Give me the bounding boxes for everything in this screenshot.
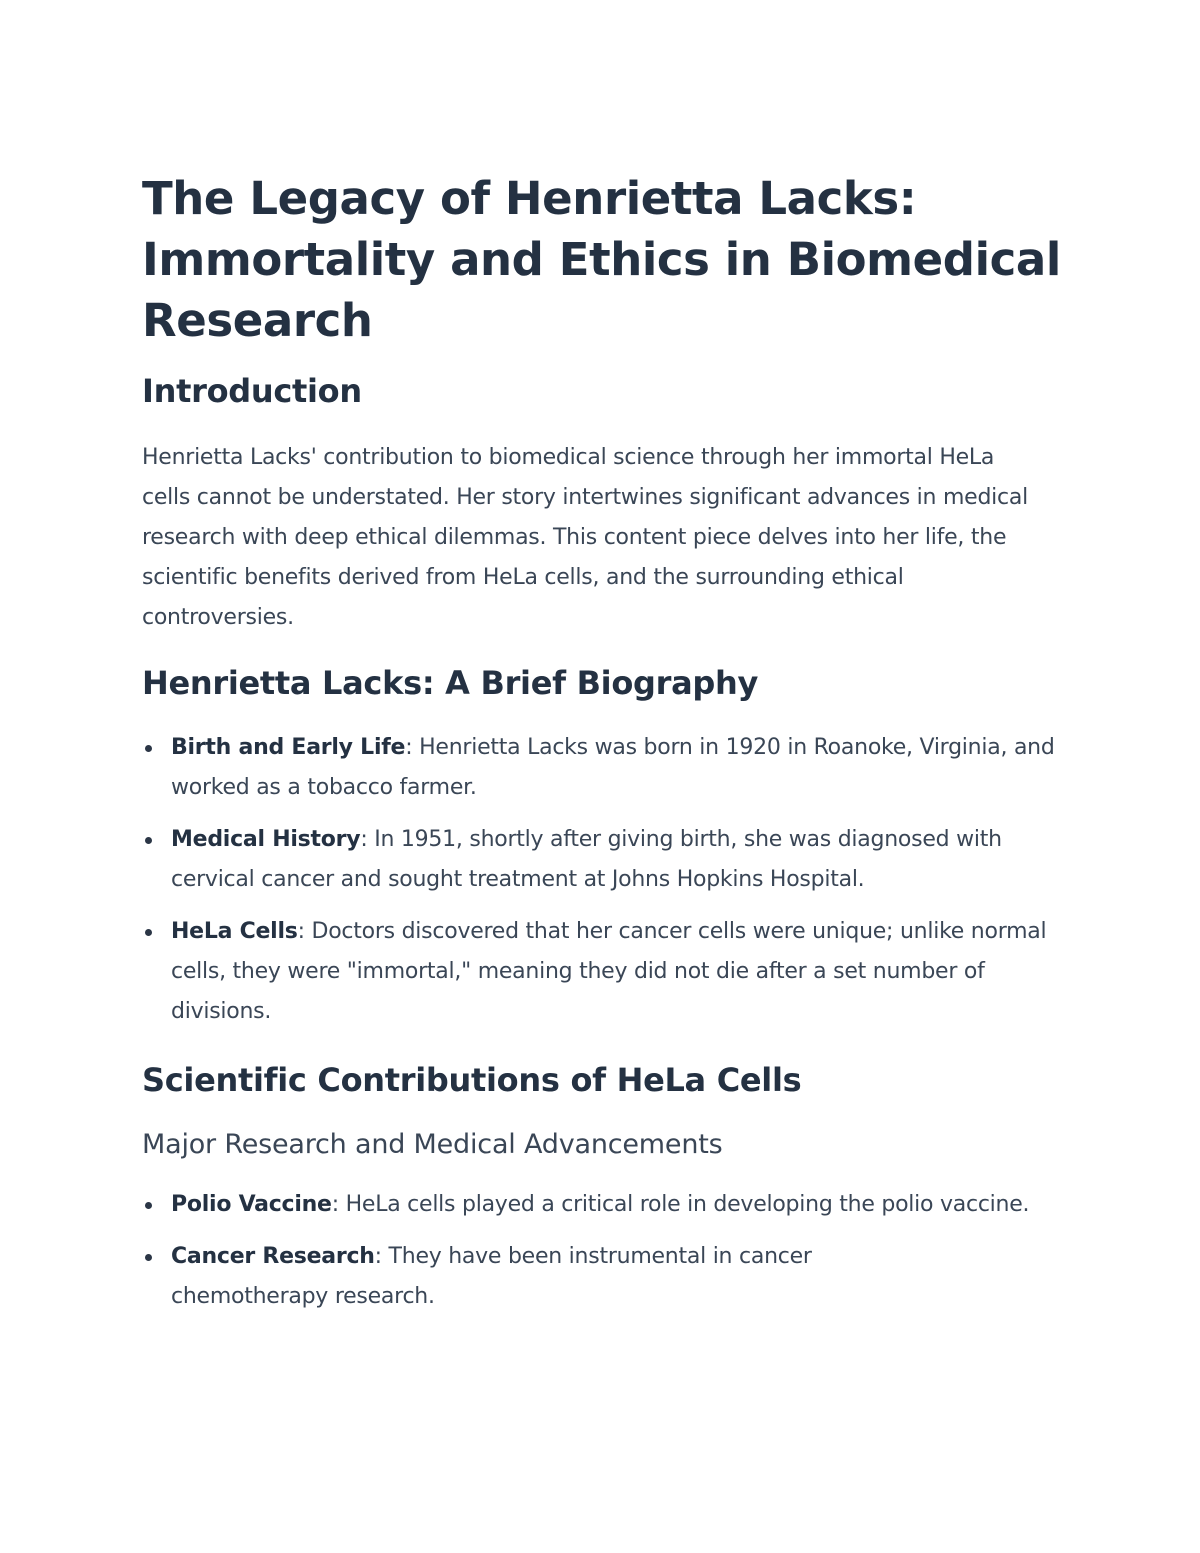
- list-item-text: : In 1951, shortly after giving birth, she was diagnosed with cervical cancer and sought treatment at Johns Hopkins Hospital.: [171, 827, 1002, 892]
- title-line-3: Research: [142, 294, 373, 347]
- title-line-1: The Legacy of Henrietta Lacks:: [142, 172, 917, 225]
- list-item: [142, 1185, 1042, 1225]
- list-item-text: : They have been instrumental in cancer chemotherapy research.: [171, 1244, 812, 1309]
- list-item: [142, 820, 1062, 900]
- list-item-term: Birth and Early Life: [171, 735, 406, 760]
- introduction-heading: Introduction: [142, 372, 362, 410]
- list-item: [142, 1237, 1042, 1317]
- list-item-term: Cancer Research: [171, 1244, 375, 1269]
- introduction-paragraph: Henrietta Lacks' contribution to biomedical science through her immortal HeLa cells cannot be understated. Her story intertwines significant advances in medical research with deep ethical dilemmas. This content piece delves into her life, the scientific benefits derived from HeLa cells, and the surrounding ethical controversies.: [142, 445, 1028, 630]
- title-line-2: Immortality and Ethics in Biomedical: [142, 233, 1061, 286]
- biography-heading: Henrietta Lacks: A Brief Biography: [142, 664, 759, 702]
- contributions-subheading: Major Research and Medical Advancements: [142, 1129, 723, 1160]
- document-title: [142, 168, 1072, 351]
- list-item-term: Polio Vaccine: [171, 1192, 332, 1217]
- contributions-heading: Scientific Contributions of HeLa Cells: [142, 1061, 802, 1099]
- list-item: [142, 912, 1062, 1032]
- list-item-term: HeLa Cells: [171, 919, 298, 944]
- contributions-list: [142, 1185, 1042, 1317]
- list-item-text: : Henrietta Lacks was born in 1920 in Roanoke, Virginia, and worked as a tobacco farmer.: [171, 735, 1055, 800]
- list-item-text: : HeLa cells played a critical role in developing the polio vaccine.: [331, 1192, 1030, 1217]
- biography-list: [142, 728, 1062, 1032]
- list-item-term: Medical History: [171, 827, 361, 852]
- document-page: [142, 168, 1072, 1317]
- list-item: [142, 728, 1062, 808]
- list-item-text: : Doctors discovered that her cancer cells were unique; unlike normal cells, they were "immortal," meaning they did not die after a set number of divisions.: [171, 919, 1047, 1024]
